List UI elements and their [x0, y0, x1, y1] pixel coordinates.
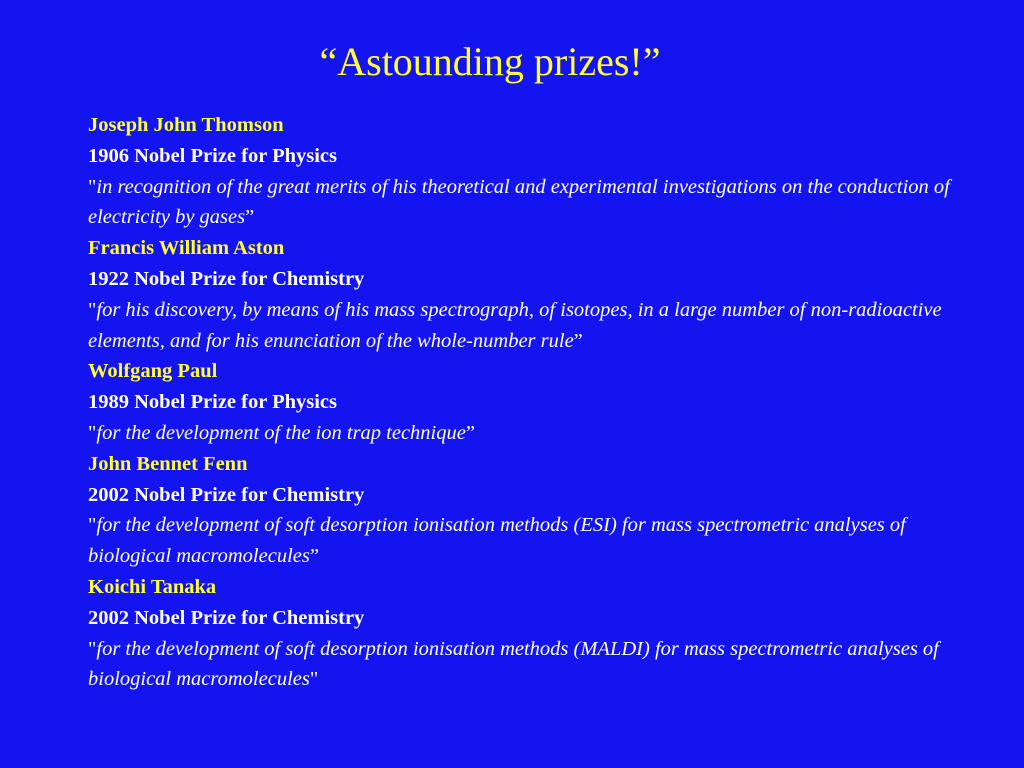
close-quote: " — [309, 668, 319, 691]
laureate-entry — [88, 449, 988, 572]
prize-title: 2002 Nobel Prize for Chemistry — [88, 483, 365, 506]
prize-title: 1922 Nobel Prize for Chemistry — [88, 267, 365, 290]
close-quote: ” — [465, 421, 475, 444]
prize-title: 1989 Nobel Prize for Physics — [88, 391, 337, 414]
laureate-entry — [88, 572, 988, 695]
prize-citation — [88, 172, 988, 234]
close-quote: ” — [245, 206, 255, 229]
close-quote: ” — [573, 329, 583, 352]
prize-title: 1906 Nobel Prize for Physics — [88, 144, 337, 167]
prize-citation — [88, 295, 988, 357]
prize-citation — [88, 634, 988, 696]
slide-title: “Astounding prizes!” — [319, 39, 661, 84]
prize-citation — [88, 510, 988, 572]
prize-citation — [88, 418, 988, 449]
open-quote: " — [88, 175, 97, 198]
open-quote: " — [88, 298, 97, 321]
laureate-name: Wolfgang Paul — [88, 360, 218, 383]
laureate-entry — [88, 233, 988, 356]
citation-text: in recognition of the great merits of his theoretical and experimental investigations on the conduction of electricity by gases — [88, 175, 950, 229]
laureate-entry — [88, 110, 988, 233]
open-quote: " — [88, 514, 97, 537]
prize-title: 2002 Nobel Prize for Chemistry — [88, 606, 365, 629]
laureate-name: Koichi Tanaka — [88, 575, 217, 598]
close-quote: ” — [309, 545, 319, 568]
citation-text: for his discovery, by means of his mass spectrograph, of isotopes, in a large number of non-radioactive elements, and for his enunciation of the whole-number rule — [88, 298, 942, 352]
laureate-entry — [88, 356, 988, 448]
citation-text: for the development of soft desorption ionisation methods (ESI) for mass spectrometric analyses of biological macromolecules — [88, 514, 906, 568]
open-quote: " — [88, 637, 97, 660]
open-quote: " — [88, 421, 97, 444]
citation-text: for the development of the ion trap technique — [96, 421, 466, 444]
laureate-name: Francis William Aston — [88, 237, 285, 260]
citation-text: for the development of soft desorption ionisation methods (MALDI) for mass spectrometric analyses of biological macromolecules — [88, 637, 939, 691]
laureate-name: Joseph John Thomson — [88, 114, 284, 136]
laureate-name: John Bennet Fenn — [88, 452, 248, 475]
laureate-list — [88, 110, 988, 695]
